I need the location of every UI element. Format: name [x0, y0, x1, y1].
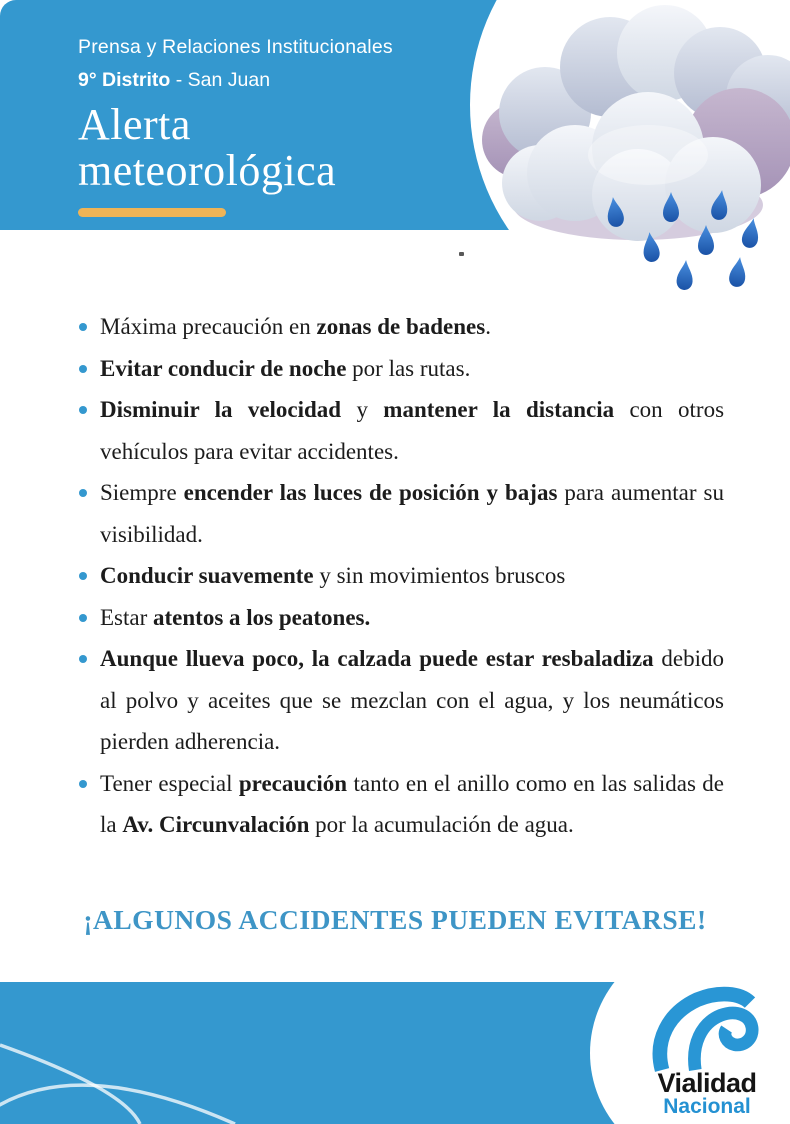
list-item: Tener especial precaución tanto en el anillo como en las salidas de la Av. Circunvalación por la acumulación de agua.: [78, 763, 724, 846]
bullet-dot-icon: [79, 323, 87, 331]
district-location: - San Juan: [170, 69, 271, 91]
bullet-dot-icon: [79, 572, 87, 580]
logo-text-vialidad: Vialidad: [657, 1068, 757, 1098]
bullet-dot-icon: [79, 655, 87, 663]
list-item: Conducir suavemente y sin movimientos bruscos: [78, 555, 724, 597]
page-title: Alerta meteorológica: [78, 100, 337, 195]
rain-cloud-icon: [478, 5, 790, 300]
bullet-dot-icon: [79, 406, 87, 414]
bullet-dot-icon: [79, 614, 87, 622]
header-text-block: [78, 36, 393, 217]
logo-text-nacional: Nacional: [663, 1095, 751, 1118]
list-item: Disminuir la velocidad y mantener la distancia con otros vehículos para evitar accidentes.: [78, 389, 724, 472]
list-item: Siempre encender las luces de posición y bajas para aumentar su visibilidad.: [78, 472, 724, 555]
recommendations-list: [78, 306, 724, 846]
list-item: Aunque llueva poco, la calzada puede estar resbaladiza debido al polvo y aceites que se mezclan con el agua, y los neumáticos pierden adherencia.: [78, 638, 724, 763]
title-accent-bar: [78, 208, 226, 217]
list-item: Estar atentos a los peatones.: [78, 597, 724, 639]
list-item: Máxima precaución en zonas de badenes.: [78, 306, 724, 348]
callout-text: ¡ALGUNOS ACCIDENTES PUEDEN EVITARSE!: [83, 904, 707, 935]
district-line: [78, 69, 393, 92]
department-line: Prensa y Relaciones Institucionales: [78, 36, 393, 58]
bullet-dot-icon: [79, 780, 87, 788]
road-swoosh-icon: [642, 986, 772, 1070]
bullet-dot-icon: [79, 489, 87, 497]
print-artifact-speck: [459, 252, 464, 256]
vialidad-nacional-logo: [632, 986, 782, 1118]
footer-banner: [0, 982, 790, 1124]
district-name: 9° Distrito: [78, 69, 171, 91]
list-item: Evitar conducir de noche por las rutas.: [78, 348, 724, 390]
bullet-dot-icon: [79, 365, 87, 373]
